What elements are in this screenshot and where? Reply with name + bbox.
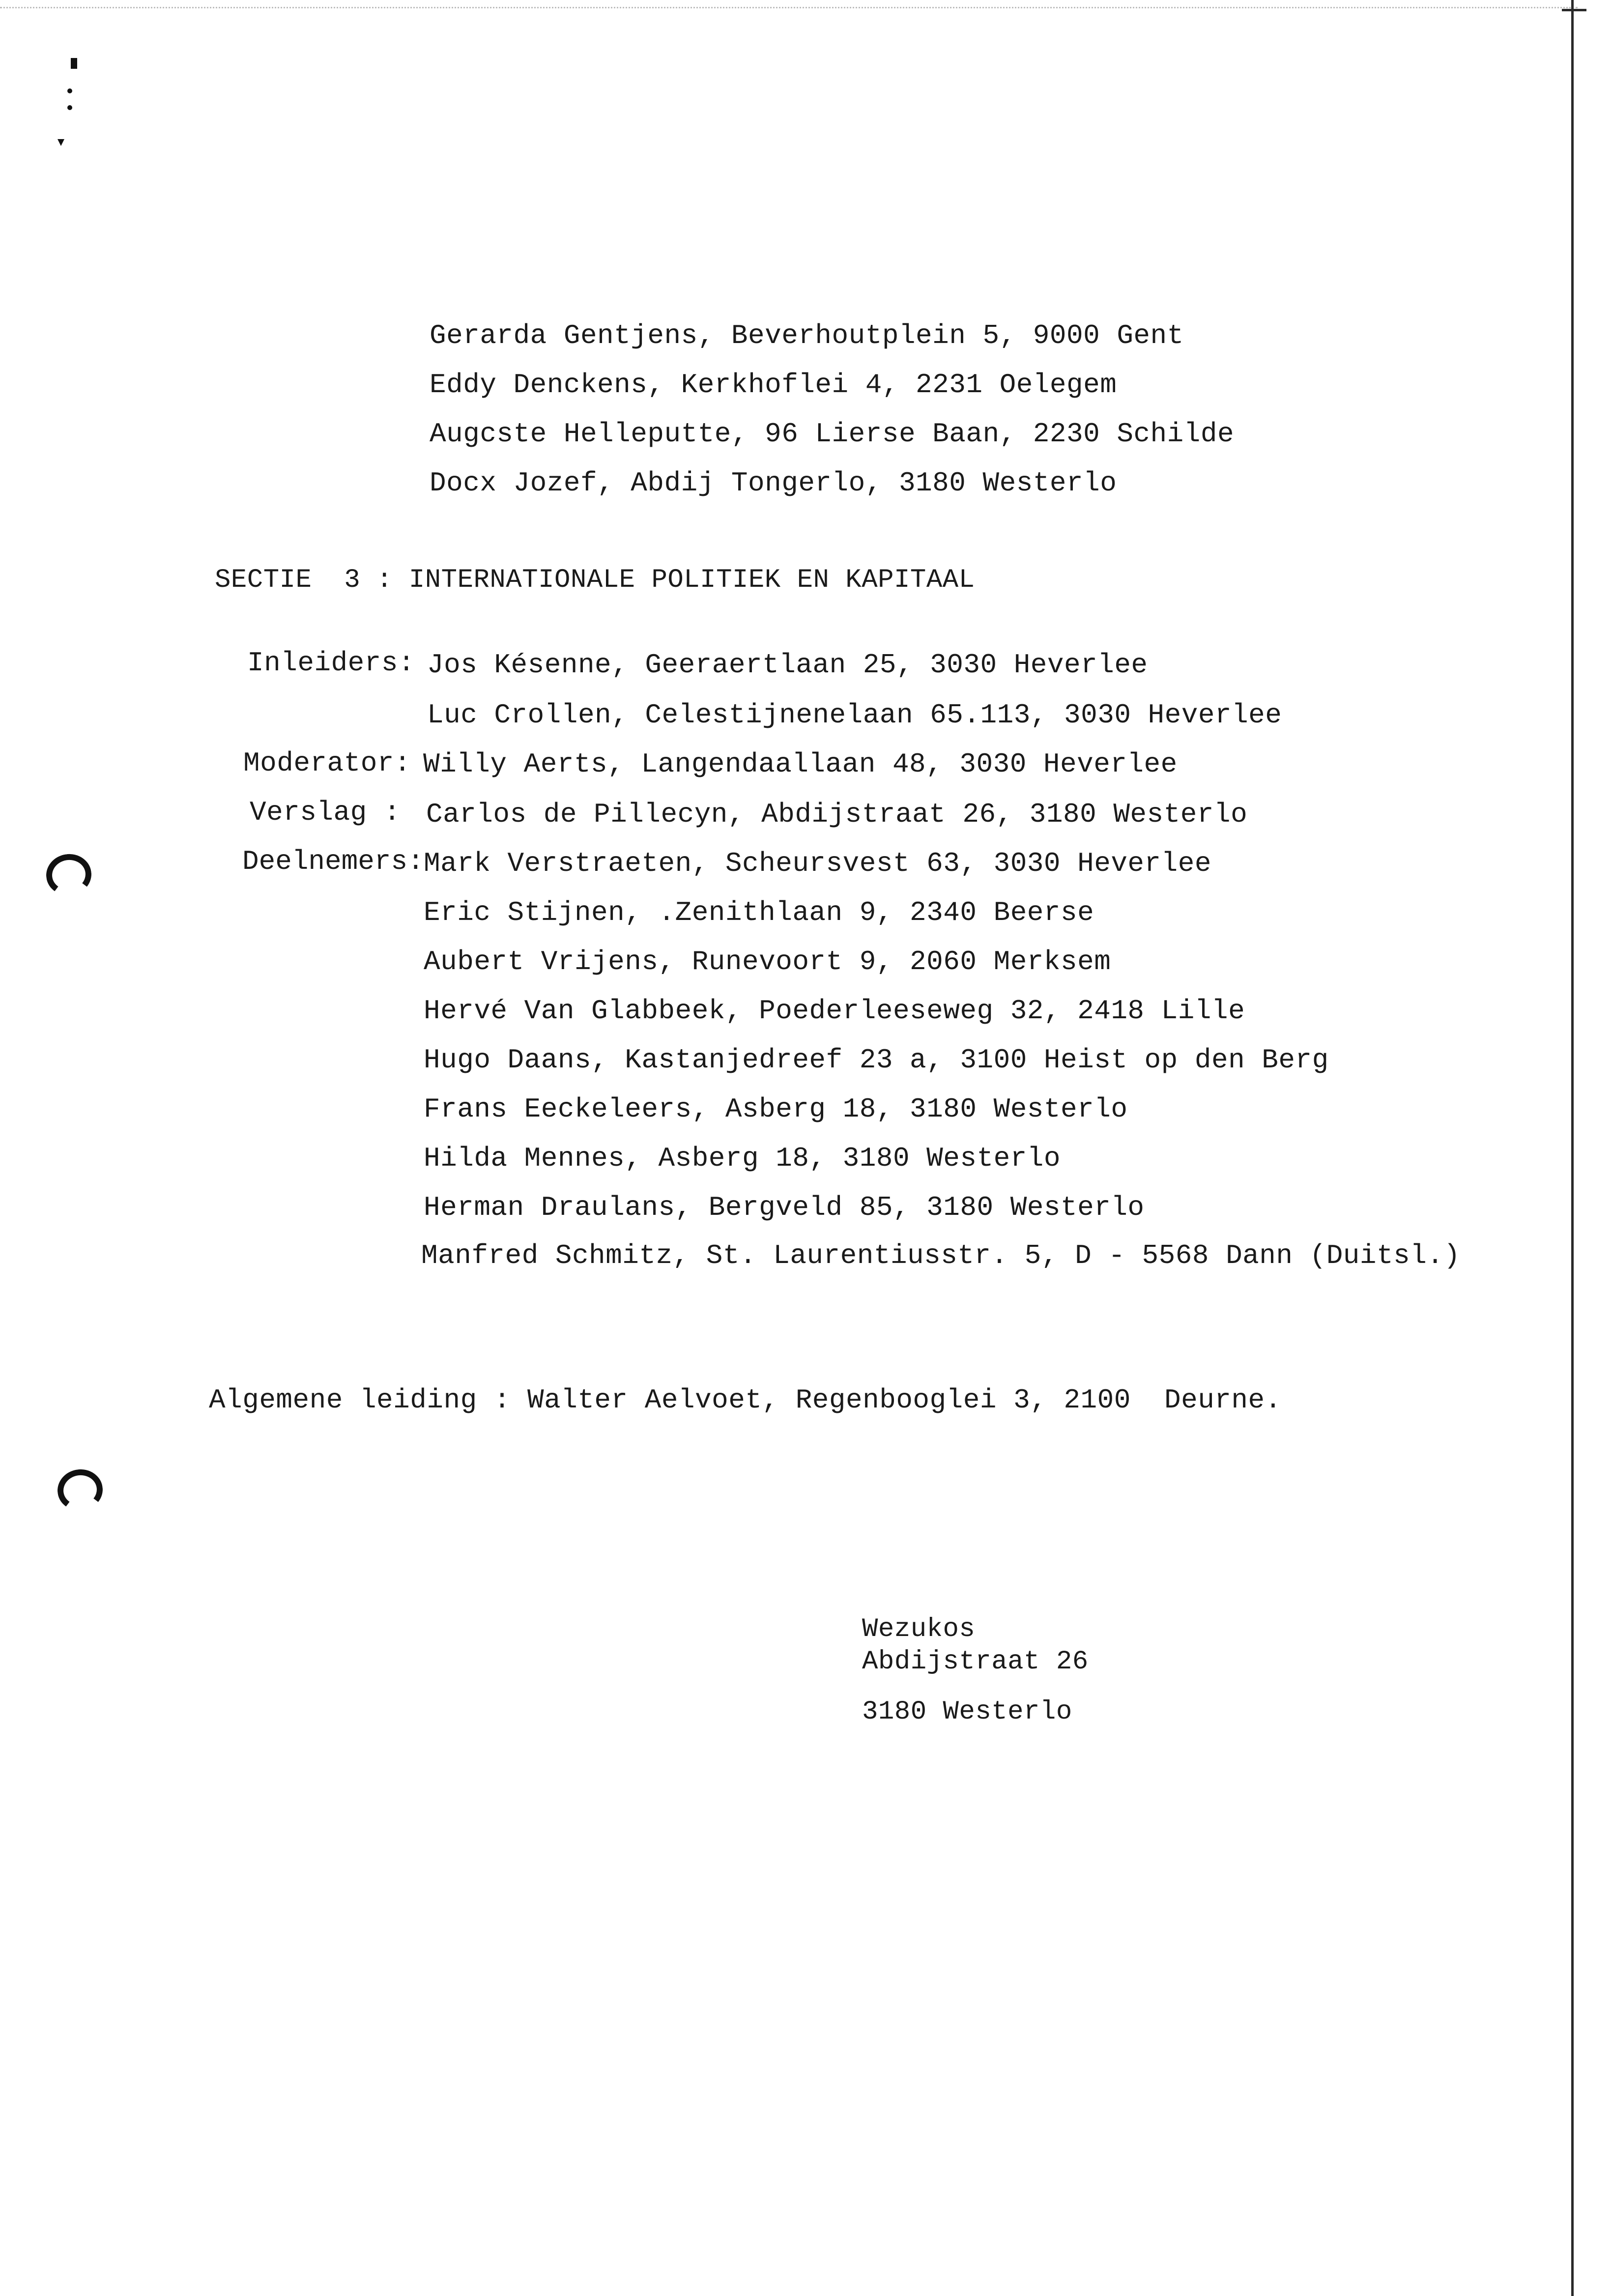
deelnemer-line: Eric Stijnen, .Zenithlaan 9, 2340 Beerse: [424, 897, 1094, 928]
attendee-line: Gerarda Gentjens, Beverhoutplein 5, 9000 Gent: [430, 320, 1184, 351]
top-scan-edge: [0, 7, 1578, 8]
right-scan-edge: [1571, 0, 1574, 2296]
inleider-line: Luc Crollen, Celestijnenelaan 65.113, 3030 Heverlee: [427, 699, 1282, 731]
deelnemer-line: Herman Draulans, Bergveld 85, 3180 Westerlo: [424, 1192, 1145, 1223]
general-management-line: Algemene leiding : Walter Aelvoet, Regenbooglei 3, 2100 Deurne.: [209, 1384, 1282, 1416]
margin-mark-4: [58, 139, 64, 146]
inleider-line: Jos Késenne, Geeraertlaan 25, 3030 Heverlee: [427, 649, 1148, 681]
deelnemer-line: Hugo Daans, Kastanjedreef 23 a, 3100 Heist op den Berg: [424, 1044, 1329, 1076]
sender-city: 3180 Westerlo: [862, 1697, 1072, 1727]
deelnemer-line: Aubert Vrijens, Runevoort 9, 2060 Merksem: [424, 946, 1111, 977]
verslag-line: Carlos de Pillecyn, Abdijstraat 26, 3180 Westerlo: [426, 799, 1248, 830]
attendee-line: Augcste Helleputte, 96 Lierse Baan, 2230 Schilde: [430, 418, 1235, 450]
deelnemer-line: Frans Eeckeleers, Asberg 18, 3180 Westerlo: [424, 1093, 1128, 1125]
attendee-line: Docx Jozef, Abdij Tongerlo, 3180 Westerlo: [430, 467, 1117, 499]
label-inleiders: Inleiders:: [247, 647, 415, 679]
punch-hole-lower: [55, 1466, 106, 1514]
label-verslag: Verslag :: [250, 797, 401, 828]
margin-mark-1: [71, 58, 77, 69]
margin-mark-3: [67, 105, 72, 110]
deelnemer-line: Hilda Mennes, Asberg 18, 3180 Westerlo: [424, 1143, 1061, 1174]
punch-hole-upper: [44, 851, 94, 898]
right-edge-tick: [1562, 9, 1586, 11]
margin-mark-2: [67, 88, 72, 93]
label-moderator: Moderator:: [243, 747, 411, 779]
moderator-line: Willy Aerts, Langendaallaan 48, 3030 Heverlee: [423, 748, 1178, 780]
deelnemer-line: Hervé Van Glabbeek, Poederleeseweg 32, 2418 Lille: [424, 995, 1245, 1027]
section-heading: SECTIE 3 : INTERNATIONALE POLITIEK EN KAPITAAL: [215, 565, 975, 595]
attendee-line: Eddy Denckens, Kerkhoflei 4, 2231 Oelegem: [430, 369, 1117, 401]
label-deelnemers: Deelnemers:: [242, 846, 424, 877]
deelnemer-line: Manfred Schmitz, St. Laurentiusstr. 5, D - 5568 Dann (Duitsl.): [421, 1240, 1461, 1271]
sender-street: Abdijstraat 26: [862, 1647, 1089, 1677]
sender-name: Wezukos: [862, 1614, 976, 1644]
deelnemer-line: Mark Verstraeten, Scheursvest 63, 3030 Heverlee: [424, 848, 1211, 879]
